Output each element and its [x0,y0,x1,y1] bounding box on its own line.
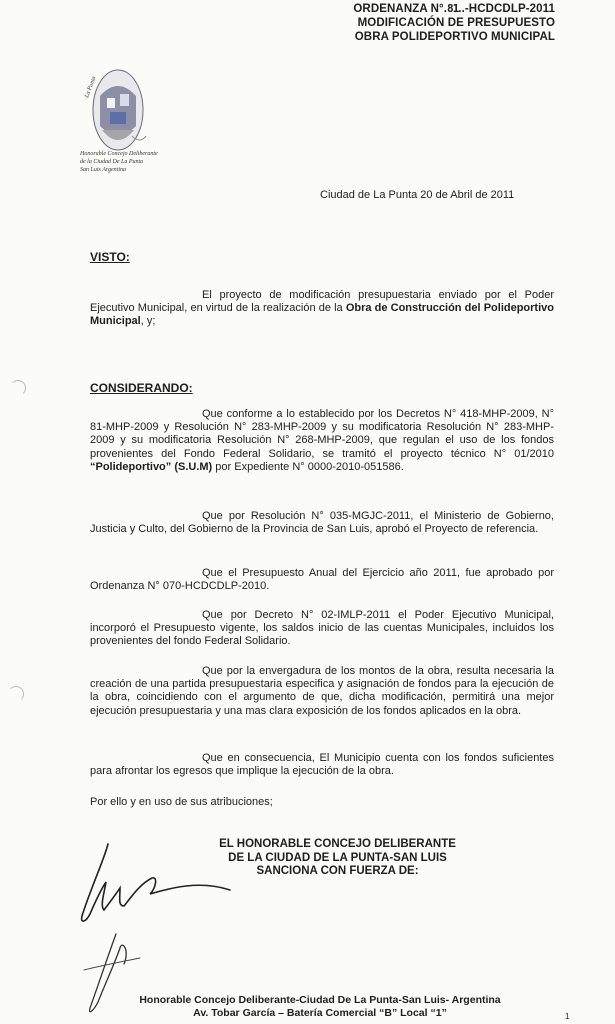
document-footer: Honorable Concejo Deliberante-Ciudad De La Punta-San Luis- Argentina Av. Tobar García – Batería Comercial “B” Local “1” [139,994,501,1019]
document-header [300,2,555,44]
page-number: 1 [565,1012,570,1021]
visto-heading: VISTO: [90,250,130,264]
considerando-closing: Por ello y en uso de sus atribuciones; [90,796,273,808]
handwritten-number: 81 [447,2,459,15]
considerando-paragraph-1: Que conforme a lo establecido por los Decretos N° 418-MHP-2009, N° 81-MHP-2009 y Resolución N° 283-MHP-2009 y su modificatoria Resolución N° 283-MHP-2009 y su modificatoria Resolución N° 268-MHP-2009, que regulan el uso de los fondos provenientes del Fondo Federal Solidario, se tramitó el proyecto técnico N° 01/2010 “Polideportivo” (S.U.M) por Expediente N° 0000-2010-051586. [90,408,554,473]
punch-hole-mark [10,380,26,396]
considerando-paragraph-4: Que por Decreto N° 02-IMLP-2011 el Poder Ejecutivo Municipal, incorporó el Presupuesto vigente, los saldos inicio de las cuentas Municipales, incluidos los provenientes del fondo Federal Solidario. [90,609,554,648]
considerando-paragraph-5: Que por la envergadura de los montos de la obra, resulta necesaria la creación de una partida presupuestaria especifica y asignación de fondos para la ejecución de la obra, coincidiendo con el argumento de que, dicha modificación, permitirá una mejor ejecución presupuestaria y una mas clara exposición de los fondos aplicados en la obra. [90,665,554,717]
header-work-line: OBRA POLIDEPORTIVO MUNICIPAL [354,31,555,43]
resolution-heading: EL HONORABLE CONCEJO DELIBERANTE DE LA CIUDAD DE LA PUNTA-SAN LUIS SANCIONA CON FUERZA DE: [219,838,456,877]
ordinance-number-line: ORDENANZA N°.81..-HCDCDLP-2011 [353,2,555,15]
header-subject-line: MODIFICACIÓN DE PRESUPUESTO [357,17,555,29]
considerando-paragraph-2: Que por Resolución N° 035-MGJC-2011, el Ministerio de Gobierno, Justicia y Culto, del Gobierno de la Provincia de San Luis, aprobó el Proyecto de referencia. [90,510,554,536]
seal-text: La Punta [84,75,98,99]
logo-caption: Honorable Concejo Deliberante de la Ciudad De La Punta San Luis Argentina [80,151,158,173]
visto-paragraph: El proyecto de modificación presupuestaria enviado por el Poder Ejecutivo Municipal, en virtud de la realización de la Obra de Construcción del Polideportivo Municipal, y; [90,289,554,328]
document-date: Ciudad de La Punta 20 de Abril de 2011 [320,189,515,201]
punch-hole-mark [8,686,24,702]
considerando-heading: CONSIDERANDO: [90,381,193,395]
considerando-paragraph-6: Que en consecuencia, El Municipio cuenta con los fondos suficientes para afrontar los egresos que implique la ejecución de la obra. [90,752,554,778]
considerando-paragraph-3: Que el Presupuesto Anual del Ejercicio año 2011, fue aprobado por Ordenanza N° 070-HCDCDLP-2010. [90,567,554,593]
